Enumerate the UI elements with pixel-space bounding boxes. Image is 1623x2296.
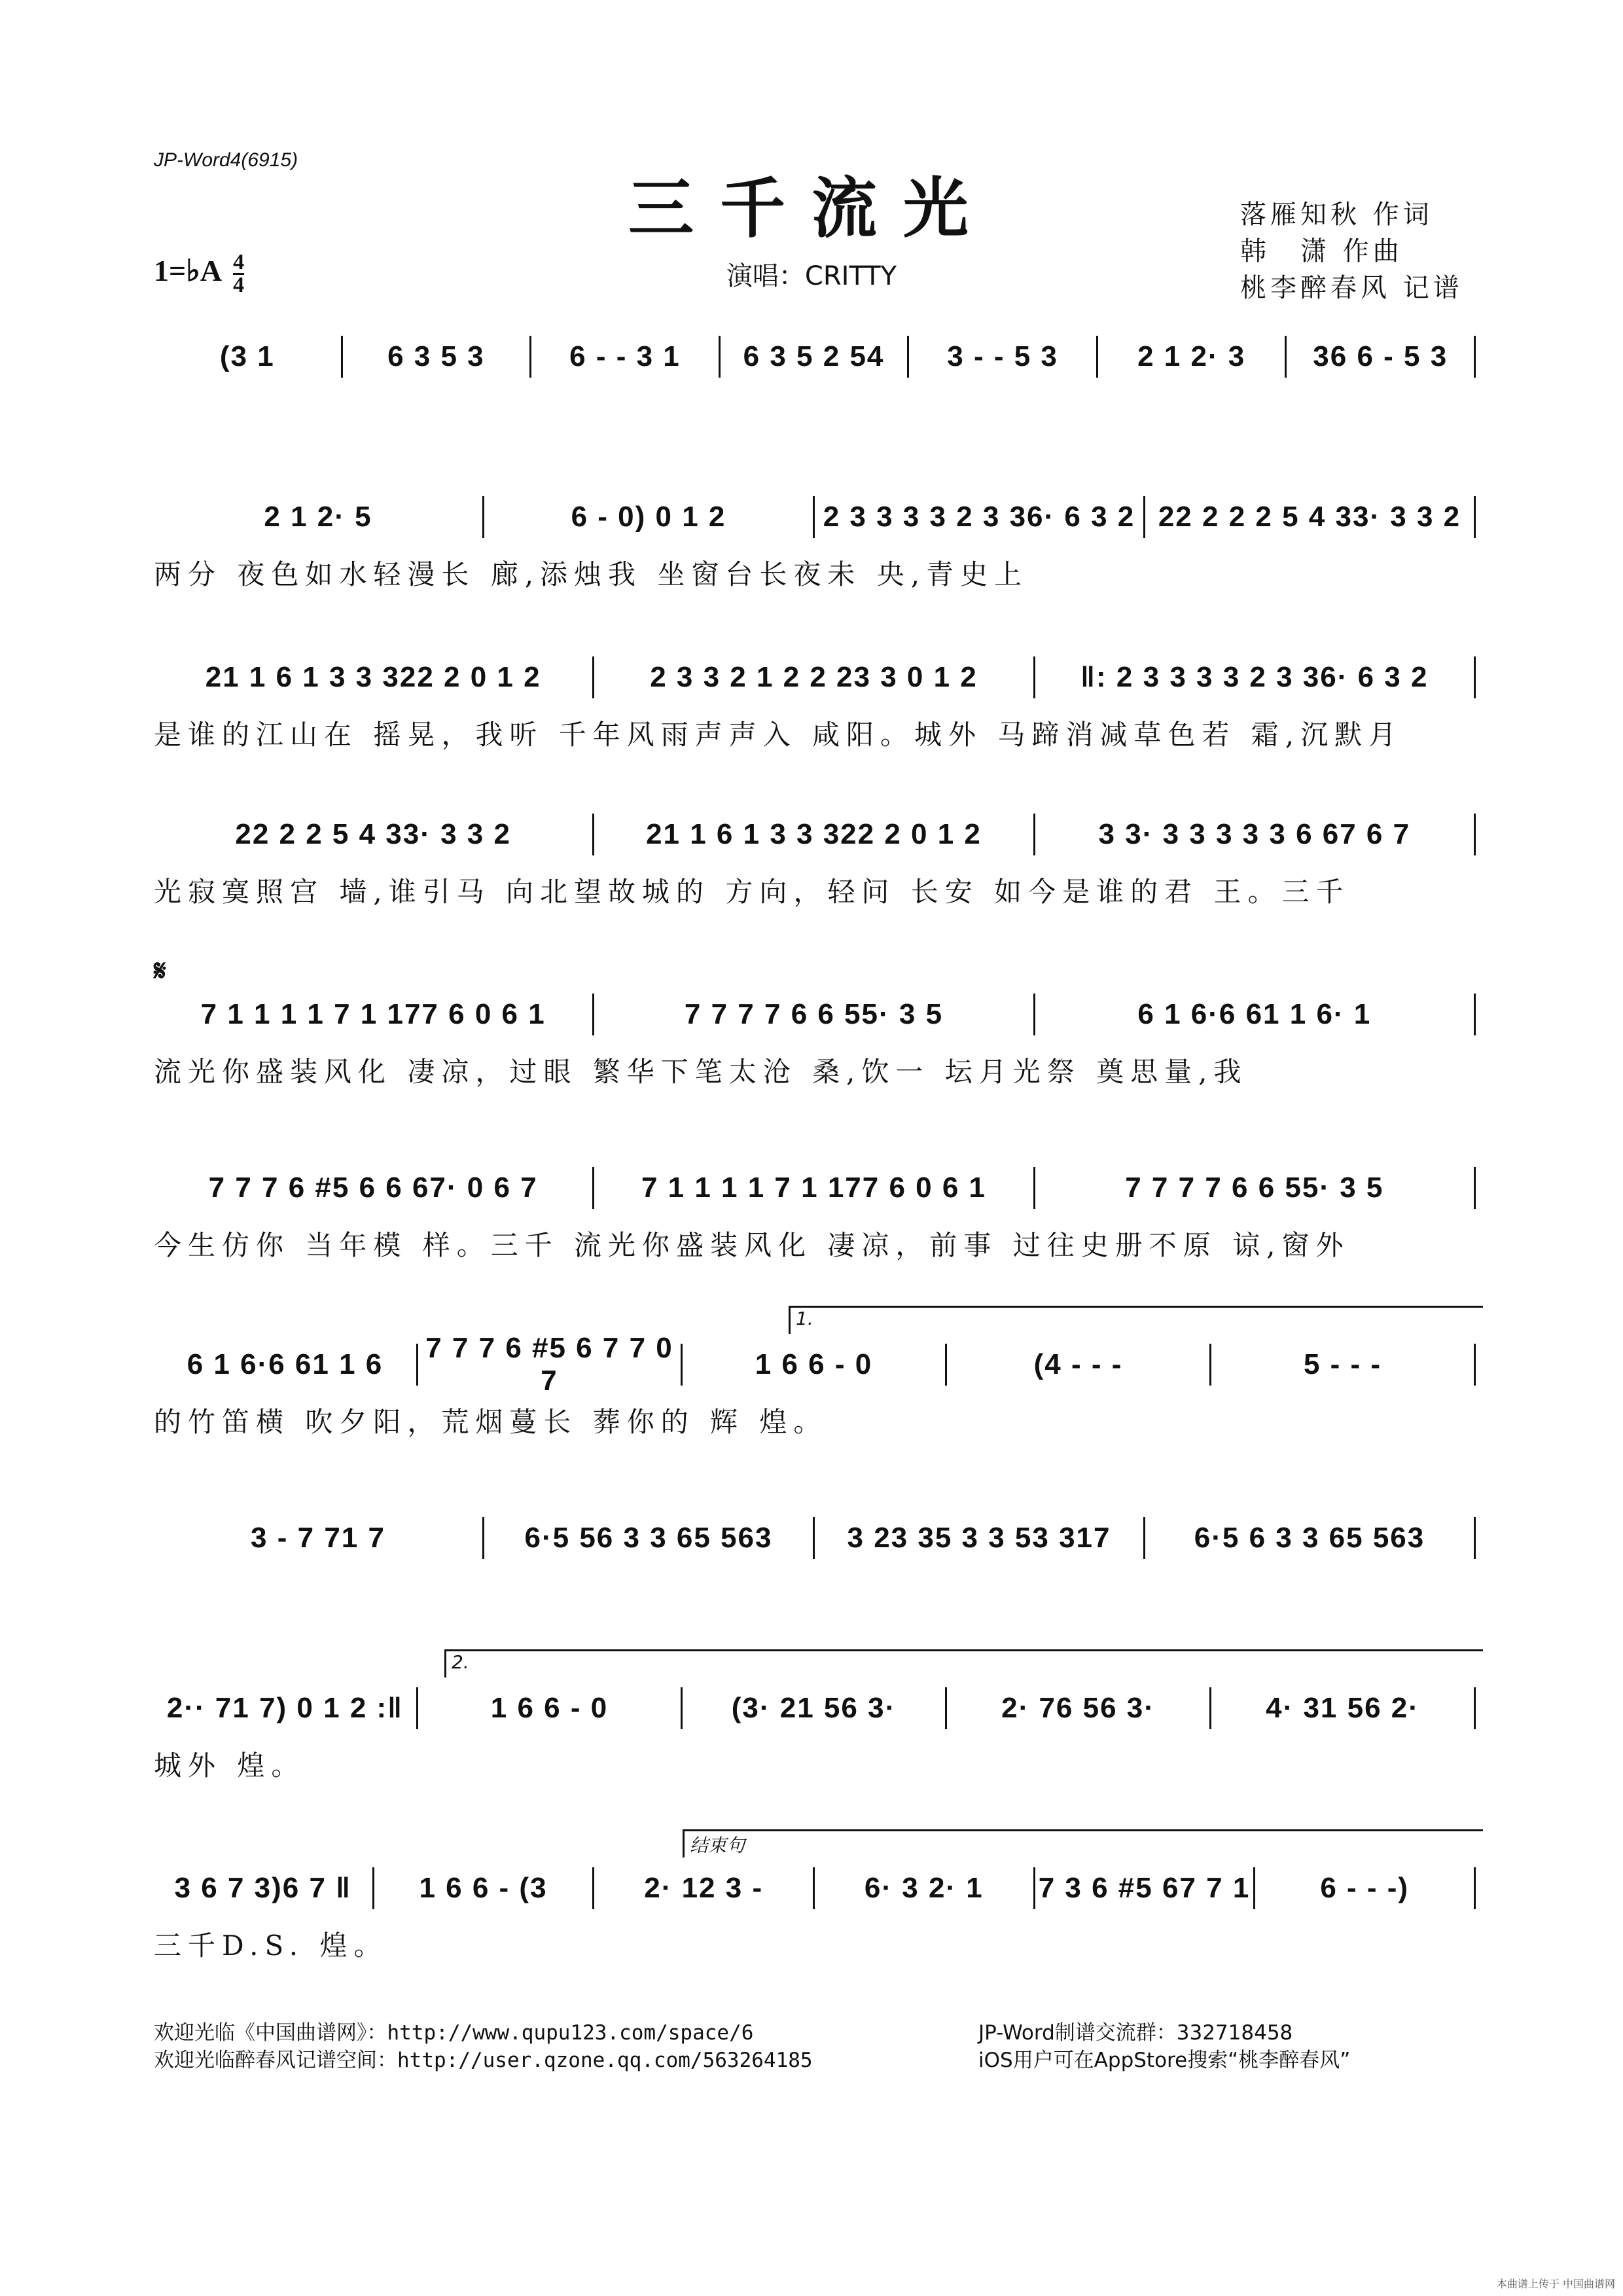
measure: 7 7 7 7 6 6 55· 3 5 <box>1125 1172 1384 1204</box>
measure: 6· 3 2· 1 <box>864 1872 984 1904</box>
software-label: JP-Word4(6915) <box>154 149 298 171</box>
measure: 6 - - -) <box>1320 1872 1410 1904</box>
measure: 6 1 6·6 61 1 6· 1 <box>1137 998 1372 1030</box>
measure: 6 3 5 2 54 <box>743 340 885 372</box>
footer-ios-note: iOS用户可在AppStore搜索“桃李醉春风” <box>978 2049 1351 2072</box>
notes-line <box>154 808 1476 861</box>
footer-left <box>154 2019 813 2074</box>
measure: ‖: 2 3 3 3 3 2 3 36· 6 3 2 <box>1080 661 1429 693</box>
barline <box>1474 656 1476 698</box>
lyrics-line: 城外 煌。 <box>154 1749 306 1782</box>
barline <box>1474 1344 1476 1386</box>
measure: 22 2 2 2 5 4 33· 3 3 2 <box>1158 501 1461 533</box>
barline <box>1474 814 1476 855</box>
measure: 6 - - 3 1 <box>569 340 681 372</box>
measure: 7 7 7 6 #5 6 6 67· 0 6 7 <box>208 1172 538 1204</box>
measure: 6 1 6·6 61 1 6 <box>187 1348 383 1380</box>
measure: 6·5 56 3 3 65 563 <box>524 1522 773 1554</box>
measure: 21 1 6 1 3 3 322 2 0 1 2 <box>205 661 541 693</box>
footer-link-qzone: 欢迎光临醉春风记谱空间：http://user.qzone.qq.com/563264185 <box>154 2049 813 2072</box>
measure: 3 - 7 71 7 <box>251 1522 385 1554</box>
measure: 3 3· 3 3 3 3 3 6 67 6 7 <box>1098 818 1411 850</box>
measure: 36 6 - 5 3 <box>1313 340 1448 372</box>
lyrics-line: 的竹笛横 吹夕阳，荒烟蔓长 葬你的 辉 煌。 <box>154 1406 828 1438</box>
key-label: 1=♭A <box>154 254 221 288</box>
composer-credit: 韩 潇 作曲 <box>1240 236 1403 266</box>
time-sig-bottom: 4 <box>233 273 245 297</box>
measure: 3 23 35 3 3 53 317 <box>847 1522 1111 1554</box>
credits-block <box>1240 196 1463 306</box>
lyrics-line: 是谁的江山在 摇晃，我听 千年风雨声声入 咸阳。城外 马蹄消减草色若 霜,沉默月 <box>154 719 1403 751</box>
measure: 2 3 3 3 3 2 3 36· 6 3 2 <box>823 501 1135 533</box>
ending-bracket: 1. <box>789 1306 1483 1334</box>
measure: 2· 76 56 3· <box>1001 1692 1155 1724</box>
measure: 1 6 6 - (3 <box>419 1872 548 1904</box>
notes-line <box>154 1862 1476 1914</box>
measure: 4· 31 56 2· <box>1266 1692 1419 1724</box>
lyrics-line: 流光你盛装风化 凄凉，过眼 繁华下笔太沧 桑,饮一 坛月光祭 奠思量,我 <box>154 1056 1248 1088</box>
barline <box>1474 1687 1476 1729</box>
key-signature <box>154 252 244 296</box>
notes-line <box>154 651 1476 704</box>
measure: 1 6 6 - 0 <box>490 1692 609 1724</box>
barline <box>1474 994 1476 1035</box>
barline <box>1474 1867 1476 1909</box>
barline <box>1474 1167 1476 1209</box>
lyrics-line: 光寂寞照宫 墙,谁引马 向北望故城的 方向，轻问 长安 如今是谁的君 王。三千 <box>154 876 1350 908</box>
time-signature <box>233 252 244 296</box>
barline <box>1474 496 1476 538</box>
measure: 6·5 6 3 3 65 563 <box>1194 1522 1425 1554</box>
notes-line <box>154 1162 1476 1214</box>
notes-line <box>154 331 1476 383</box>
measure: (3· 21 56 3· <box>731 1692 897 1724</box>
barline <box>1474 1517 1476 1559</box>
measure: 22 2 2 5 4 33· 3 3 2 <box>235 818 511 850</box>
measure: 2 3 3 2 1 2 2 23 3 0 1 2 <box>650 661 978 693</box>
watermark: 本曲谱上传于 中国曲谱网 <box>1496 2278 1615 2290</box>
score-title: 三千流光 <box>628 170 995 247</box>
notes-line <box>154 988 1476 1041</box>
measure: (4 - - - <box>1033 1348 1123 1380</box>
measure: 6 3 5 3 <box>387 340 485 372</box>
measure: 2 1 2· 3 <box>1137 340 1246 372</box>
lyrics-line: 两分 夜色如水轻漫长 廊,添烛我 坐窗台长夜未 央,青史上 <box>154 558 1029 590</box>
notes-line <box>154 491 1476 543</box>
measure: 6 - 0) 0 1 2 <box>571 501 726 533</box>
notes-line <box>154 1512 1476 1564</box>
footer-qq-group: JP-Word制谱交流群：332718458 <box>978 2021 1293 2045</box>
notes-line <box>154 1682 1476 1734</box>
ending-bracket: 2. <box>444 1649 1483 1677</box>
measure: 1 6 6 - 0 <box>755 1348 873 1380</box>
measure: 7 1 1 1 1 7 1 177 6 0 6 1 <box>200 998 546 1030</box>
measure: 5 - - - <box>1303 1348 1382 1380</box>
notes-line <box>154 1332 1476 1397</box>
ending-bracket: 结束句 <box>683 1829 1483 1857</box>
measure: 3 6 7 3)6 7 ‖ <box>174 1872 352 1904</box>
measure: (3 1 <box>219 340 275 372</box>
footer-link-qupu: 欢迎光临《中国曲谱网》：http://www.qupu123.com/space/6 <box>154 2021 754 2045</box>
lyrics-line: 三千D.S. 煌。 <box>154 1929 388 1962</box>
segno-sign: 𝄋 <box>154 954 166 988</box>
lyrics-line: 今生仿你 当年模 样。三千 流光你盛装风化 凄凉，前事 过往史册不原 谅,窗外 <box>154 1229 1350 1261</box>
measure: 21 1 6 1 3 3 322 2 0 1 2 <box>646 818 982 850</box>
measure: 7 7 7 6 #5 6 7 7 0 7 <box>425 1332 673 1397</box>
footer-right <box>978 2019 1350 2074</box>
time-sig-top: 4 <box>233 250 245 274</box>
singer-label: 演唱：CRITTY <box>726 261 897 291</box>
transcriber-credit: 桃李醉春风 记谱 <box>1240 273 1463 303</box>
measure: 7 7 7 7 6 6 55· 3 5 <box>684 998 944 1030</box>
measure: 2·· 71 7) 0 1 2 :‖ <box>166 1692 404 1724</box>
barline <box>1474 336 1476 378</box>
measure: 7 3 6 #5 67 7 1 <box>1038 1872 1251 1904</box>
measure: 2 1 2· 5 <box>264 501 372 533</box>
measure: 7 1 1 1 1 7 1 177 6 0 6 1 <box>641 1172 987 1204</box>
measure: 2· 12 3 - <box>644 1872 764 1904</box>
lyricist-credit: 落雁知秋 作词 <box>1240 200 1433 230</box>
measure: 3 - - 5 3 <box>947 340 1058 372</box>
